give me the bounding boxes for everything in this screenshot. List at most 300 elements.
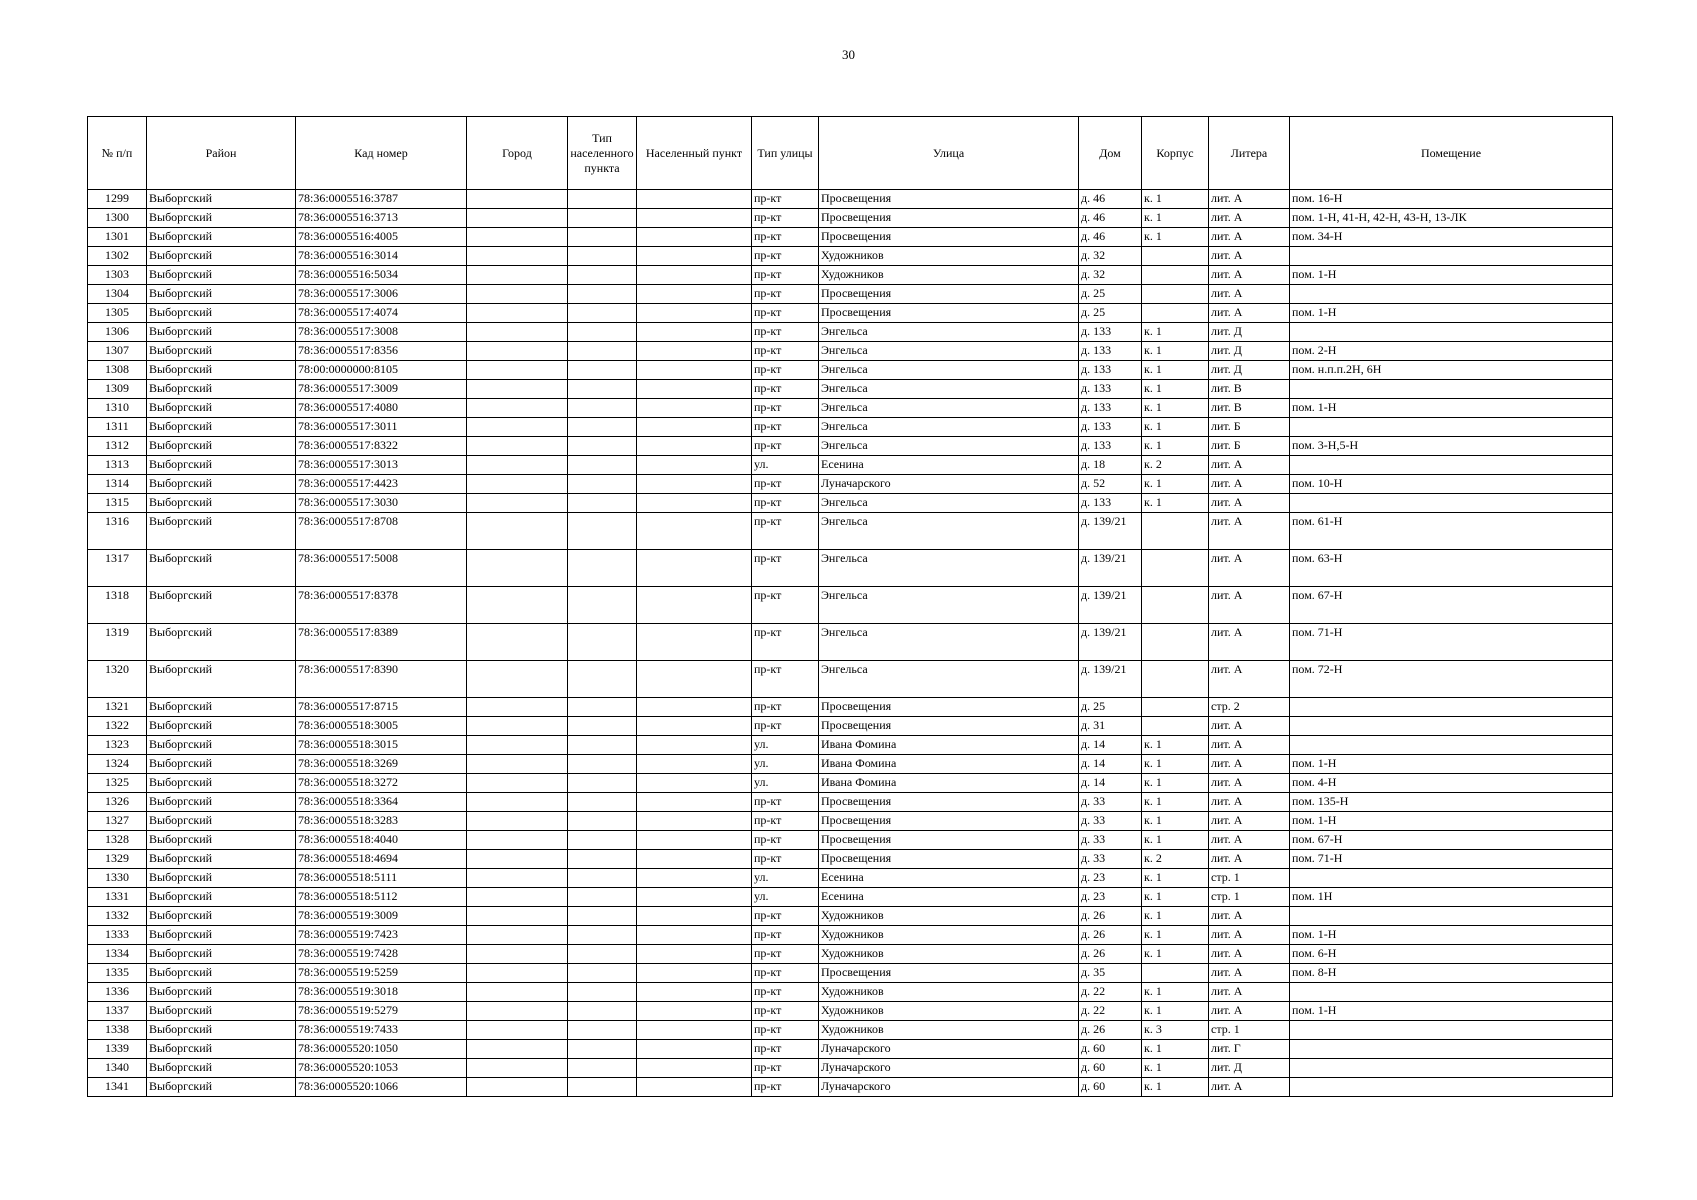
table-row xyxy=(88,513,1613,550)
table-cell xyxy=(467,717,568,736)
table-cell: д. 22 xyxy=(1079,983,1142,1002)
table-cell: д. 60 xyxy=(1079,1040,1142,1059)
table-cell xyxy=(637,342,752,361)
table-cell xyxy=(637,661,752,698)
table-cell: 78:36:0005517:4423 xyxy=(296,475,467,494)
table-cell: пом. 1-Н xyxy=(1290,755,1613,774)
table-cell: 78:36:0005519:7428 xyxy=(296,945,467,964)
table-cell: пр-кт xyxy=(752,266,819,285)
table-cell: Энгельса xyxy=(819,361,1079,380)
table-cell: лит. Д xyxy=(1209,342,1290,361)
table-cell xyxy=(637,247,752,266)
table-cell xyxy=(1290,1040,1613,1059)
table-cell: 78:36:0005517:3011 xyxy=(296,418,467,437)
table-cell: 78:36:0005517:3008 xyxy=(296,323,467,342)
table-cell: к. 1 xyxy=(1142,228,1209,247)
table-cell: д. 133 xyxy=(1079,418,1142,437)
table-cell: к. 1 xyxy=(1142,926,1209,945)
table-cell: 78:36:0005518:5112 xyxy=(296,888,467,907)
table-cell: лит. В xyxy=(1209,380,1290,399)
table-cell: Энгельса xyxy=(819,380,1079,399)
table-cell: Выборгский xyxy=(147,717,296,736)
table-cell: 1309 xyxy=(88,380,147,399)
table-cell: к. 1 xyxy=(1142,190,1209,209)
table-cell: 1322 xyxy=(88,717,147,736)
table-cell: 1302 xyxy=(88,247,147,266)
table-cell: Ивана Фомина xyxy=(819,774,1079,793)
table-cell xyxy=(637,228,752,247)
table-cell: Просвещения xyxy=(819,831,1079,850)
table-cell: Есенина xyxy=(819,456,1079,475)
table-cell xyxy=(637,399,752,418)
table-cell xyxy=(467,888,568,907)
header-cell: Кад номер xyxy=(296,117,467,190)
table-cell xyxy=(637,209,752,228)
table-cell xyxy=(637,926,752,945)
table-row xyxy=(88,550,1613,587)
table-cell xyxy=(568,1021,637,1040)
table-row xyxy=(88,247,1613,266)
table-cell xyxy=(637,1002,752,1021)
table-cell xyxy=(467,587,568,624)
table-cell xyxy=(637,812,752,831)
table-cell: лит. Д xyxy=(1209,361,1290,380)
table-cell xyxy=(1290,717,1613,736)
table-cell xyxy=(1290,494,1613,513)
table-row xyxy=(88,1078,1613,1097)
table-cell: пом. 1-Н xyxy=(1290,1002,1613,1021)
table-cell: лит. Д xyxy=(1209,323,1290,342)
table-row xyxy=(88,494,1613,513)
table-cell xyxy=(1290,323,1613,342)
table-cell xyxy=(1290,1059,1613,1078)
table-cell: Энгельса xyxy=(819,418,1079,437)
table-row xyxy=(88,774,1613,793)
table-row xyxy=(88,304,1613,323)
table-row xyxy=(88,926,1613,945)
table-cell xyxy=(568,1059,637,1078)
header-cell: Помещение xyxy=(1290,117,1613,190)
table-cell: лит. Б xyxy=(1209,418,1290,437)
table-cell: Художников xyxy=(819,907,1079,926)
table-cell: 78:36:0005516:5034 xyxy=(296,266,467,285)
table-cell: Энгельса xyxy=(819,587,1079,624)
table-cell: лит. А xyxy=(1209,717,1290,736)
table-cell xyxy=(637,774,752,793)
table-cell xyxy=(568,774,637,793)
table-cell: пр-кт xyxy=(752,717,819,736)
table-cell: лит. А xyxy=(1209,304,1290,323)
table-cell: 78:36:0005517:8389 xyxy=(296,624,467,661)
table-cell xyxy=(467,945,568,964)
table-cell xyxy=(467,418,568,437)
table-cell: пом. н.п.п.2Н, 6Н xyxy=(1290,361,1613,380)
table-cell xyxy=(637,304,752,323)
table-cell: Выборгский xyxy=(147,550,296,587)
table-cell: ул. xyxy=(752,755,819,774)
table-cell: Выборгский xyxy=(147,190,296,209)
table-cell: Луначарского xyxy=(819,1078,1079,1097)
table-cell: Выборгский xyxy=(147,888,296,907)
table-cell: пом. 10-Н xyxy=(1290,475,1613,494)
table-cell: д. 33 xyxy=(1079,850,1142,869)
table-cell: Выборгский xyxy=(147,869,296,888)
table-cell: 78:36:0005517:8715 xyxy=(296,698,467,717)
table-cell: Энгельса xyxy=(819,323,1079,342)
table-cell: пр-кт xyxy=(752,907,819,926)
table-row xyxy=(88,698,1613,717)
table-cell: д. 133 xyxy=(1079,437,1142,456)
table-cell: Художников xyxy=(819,247,1079,266)
header-cell: Город xyxy=(467,117,568,190)
table-cell: пом. 1-Н xyxy=(1290,304,1613,323)
table-cell xyxy=(1142,587,1209,624)
table-cell: пом. 2-Н xyxy=(1290,342,1613,361)
table-cell: Просвещения xyxy=(819,209,1079,228)
table-cell: 78:36:0005517:4080 xyxy=(296,399,467,418)
table-cell: 78:36:0005519:7423 xyxy=(296,926,467,945)
table-cell: пр-кт xyxy=(752,513,819,550)
header-cell: Тип населенного пункта xyxy=(568,117,637,190)
table-row xyxy=(88,285,1613,304)
table-cell: 78:36:0005518:4694 xyxy=(296,850,467,869)
table-cell: Художников xyxy=(819,926,1079,945)
table-cell xyxy=(637,907,752,926)
table-cell: 78:36:0005518:3283 xyxy=(296,812,467,831)
table-cell: к. 1 xyxy=(1142,774,1209,793)
table-cell xyxy=(1142,550,1209,587)
table-cell: пом. 1-Н, 41-Н, 42-Н, 43-Н, 13-ЛК xyxy=(1290,209,1613,228)
table-cell: лит. А xyxy=(1209,926,1290,945)
table-cell: 1339 xyxy=(88,1040,147,1059)
table-cell: пр-кт xyxy=(752,831,819,850)
table-cell xyxy=(467,1021,568,1040)
table-cell: Выборгский xyxy=(147,983,296,1002)
table-cell: д. 14 xyxy=(1079,774,1142,793)
table-cell: д. 32 xyxy=(1079,247,1142,266)
table-cell xyxy=(637,418,752,437)
table-cell: к. 1 xyxy=(1142,399,1209,418)
table-cell: пр-кт xyxy=(752,926,819,945)
table-cell: Энгельса xyxy=(819,513,1079,550)
table-cell: 1327 xyxy=(88,812,147,831)
table-cell xyxy=(1290,698,1613,717)
table-cell: Просвещения xyxy=(819,793,1079,812)
table-cell xyxy=(467,228,568,247)
table-cell: 1338 xyxy=(88,1021,147,1040)
table-cell: пр-кт xyxy=(752,285,819,304)
table-cell: к. 1 xyxy=(1142,437,1209,456)
table-cell: 78:36:0005517:3009 xyxy=(296,380,467,399)
table-cell xyxy=(1142,513,1209,550)
table-cell xyxy=(467,437,568,456)
table-cell: 78:36:0005517:8708 xyxy=(296,513,467,550)
registry-table xyxy=(87,116,1613,1097)
table-cell: пр-кт xyxy=(752,342,819,361)
table-cell xyxy=(467,1040,568,1059)
table-cell: Выборгский xyxy=(147,361,296,380)
table-cell: лит. А xyxy=(1209,475,1290,494)
table-cell: пр-кт xyxy=(752,1002,819,1021)
table-cell: 1334 xyxy=(88,945,147,964)
table-cell xyxy=(467,793,568,812)
table-cell xyxy=(467,1059,568,1078)
table-cell: Луначарского xyxy=(819,1040,1079,1059)
table-cell: 78:36:0005517:3013 xyxy=(296,456,467,475)
table-cell xyxy=(467,399,568,418)
table-cell: 78:36:0005519:7433 xyxy=(296,1021,467,1040)
table-cell: д. 26 xyxy=(1079,926,1142,945)
table-cell xyxy=(568,247,637,266)
table-row xyxy=(88,1021,1613,1040)
header-cell: Корпус xyxy=(1142,117,1209,190)
table-cell xyxy=(1290,380,1613,399)
table-cell: д. 133 xyxy=(1079,494,1142,513)
table-row xyxy=(88,661,1613,698)
table-cell: д. 46 xyxy=(1079,209,1142,228)
table-cell xyxy=(568,755,637,774)
table-cell: лит. А xyxy=(1209,247,1290,266)
table-cell: Просвещения xyxy=(819,190,1079,209)
table-cell: 1311 xyxy=(88,418,147,437)
table-cell: пр-кт xyxy=(752,437,819,456)
table-cell: лит. А xyxy=(1209,1078,1290,1097)
table-cell: лит. А xyxy=(1209,661,1290,698)
table-cell xyxy=(637,190,752,209)
table-cell: пр-кт xyxy=(752,1021,819,1040)
table-cell: Луначарского xyxy=(819,1059,1079,1078)
table-cell: пом. 61-Н xyxy=(1290,513,1613,550)
table-cell: пр-кт xyxy=(752,190,819,209)
table-cell: лит. А xyxy=(1209,774,1290,793)
table-cell: д. 133 xyxy=(1079,380,1142,399)
table-cell: лит. А xyxy=(1209,587,1290,624)
table-cell: Выборгский xyxy=(147,209,296,228)
table-cell: д. 46 xyxy=(1079,228,1142,247)
table-cell: 78:36:0005516:3014 xyxy=(296,247,467,266)
table-cell: к. 1 xyxy=(1142,1002,1209,1021)
table-cell: пом. 1-Н xyxy=(1290,266,1613,285)
table-cell xyxy=(467,755,568,774)
table-cell xyxy=(568,624,637,661)
table-cell xyxy=(568,888,637,907)
table-cell: 1336 xyxy=(88,983,147,1002)
table-cell: Энгельса xyxy=(819,342,1079,361)
table-cell xyxy=(568,190,637,209)
header-cell: Населенный пункт xyxy=(637,117,752,190)
table-cell: к. 1 xyxy=(1142,755,1209,774)
table-cell xyxy=(568,850,637,869)
table-cell: лит. А xyxy=(1209,228,1290,247)
table-cell xyxy=(637,736,752,755)
table-cell: д. 133 xyxy=(1079,342,1142,361)
table-cell: 78:36:0005516:4005 xyxy=(296,228,467,247)
table-cell: 78:36:0005516:3787 xyxy=(296,190,467,209)
table-cell: 78:36:0005518:3005 xyxy=(296,717,467,736)
table-cell: пр-кт xyxy=(752,698,819,717)
table-cell xyxy=(1142,304,1209,323)
table-cell xyxy=(1142,964,1209,983)
table-cell: 1303 xyxy=(88,266,147,285)
header-cell: Район xyxy=(147,117,296,190)
table-cell xyxy=(1142,717,1209,736)
table-cell: Энгельса xyxy=(819,399,1079,418)
table-cell xyxy=(568,812,637,831)
table-row xyxy=(88,587,1613,624)
table-cell: к. 1 xyxy=(1142,380,1209,399)
table-cell: Выборгский xyxy=(147,793,296,812)
table-cell xyxy=(637,755,752,774)
table-cell: лит. А xyxy=(1209,850,1290,869)
table-cell: д. 25 xyxy=(1079,285,1142,304)
table-cell xyxy=(637,380,752,399)
table-cell xyxy=(467,850,568,869)
table-cell: Есенина xyxy=(819,869,1079,888)
table-cell: к. 1 xyxy=(1142,1059,1209,1078)
table-cell xyxy=(568,513,637,550)
table-cell: 78:36:0005519:3018 xyxy=(296,983,467,1002)
table-cell xyxy=(637,983,752,1002)
table-cell: пом. 1-Н xyxy=(1290,926,1613,945)
table-cell xyxy=(568,456,637,475)
header-cell: Дом xyxy=(1079,117,1142,190)
table-cell xyxy=(1142,624,1209,661)
table-cell xyxy=(467,1078,568,1097)
table-cell: ул. xyxy=(752,456,819,475)
table-cell xyxy=(467,983,568,1002)
table-cell xyxy=(637,1059,752,1078)
table-cell: 1328 xyxy=(88,831,147,850)
table-cell: 78:36:0005517:3030 xyxy=(296,494,467,513)
table-row xyxy=(88,831,1613,850)
table-cell: 1329 xyxy=(88,850,147,869)
table-cell: лит. А xyxy=(1209,755,1290,774)
table-cell: д. 26 xyxy=(1079,907,1142,926)
table-cell xyxy=(467,247,568,266)
table-cell: Выборгский xyxy=(147,755,296,774)
table-cell xyxy=(568,342,637,361)
table-row xyxy=(88,323,1613,342)
table-cell: д. 33 xyxy=(1079,831,1142,850)
table-row xyxy=(88,266,1613,285)
table-cell: 78:36:0005520:1050 xyxy=(296,1040,467,1059)
table-cell: Выборгский xyxy=(147,831,296,850)
header-cell: Тип улицы xyxy=(752,117,819,190)
table-cell: 1300 xyxy=(88,209,147,228)
table-cell: к. 1 xyxy=(1142,323,1209,342)
table-cell xyxy=(568,717,637,736)
table-cell: ул. xyxy=(752,736,819,755)
table-cell: Выборгский xyxy=(147,323,296,342)
table-cell: 78:36:0005517:5008 xyxy=(296,550,467,587)
table-cell: Выборгский xyxy=(147,342,296,361)
table-cell: 78:36:0005518:3269 xyxy=(296,755,467,774)
table-cell: д. 133 xyxy=(1079,361,1142,380)
table-cell xyxy=(467,869,568,888)
table-cell: лит. Б xyxy=(1209,437,1290,456)
table-cell: ул. xyxy=(752,774,819,793)
table-cell: 1307 xyxy=(88,342,147,361)
table-cell: к. 1 xyxy=(1142,831,1209,850)
table-cell: 1330 xyxy=(88,869,147,888)
table-cell: Выборгский xyxy=(147,698,296,717)
table-cell: лит. А xyxy=(1209,945,1290,964)
table-cell xyxy=(568,661,637,698)
table-cell xyxy=(637,1021,752,1040)
table-cell: пр-кт xyxy=(752,850,819,869)
table-cell xyxy=(1142,247,1209,266)
table-cell: Выборгский xyxy=(147,475,296,494)
table-cell xyxy=(1290,285,1613,304)
table-cell: Выборгский xyxy=(147,587,296,624)
table-cell: лит. А xyxy=(1209,736,1290,755)
table-cell xyxy=(467,266,568,285)
table-cell: пом. 1-Н xyxy=(1290,399,1613,418)
table-cell xyxy=(637,945,752,964)
table-cell: пом. 3-Н,5-Н xyxy=(1290,437,1613,456)
table-cell: пр-кт xyxy=(752,209,819,228)
table-cell: к. 1 xyxy=(1142,793,1209,812)
table-cell xyxy=(1142,266,1209,285)
table-cell xyxy=(1290,456,1613,475)
table-cell: Энгельса xyxy=(819,624,1079,661)
table-cell: Выборгский xyxy=(147,926,296,945)
table-cell xyxy=(1290,983,1613,1002)
table-cell: 1332 xyxy=(88,907,147,926)
table-cell: Выборгский xyxy=(147,1040,296,1059)
table-cell xyxy=(637,717,752,736)
table-row xyxy=(88,342,1613,361)
table-cell: д. 139/21 xyxy=(1079,587,1142,624)
table-cell xyxy=(637,1040,752,1059)
table-cell xyxy=(467,831,568,850)
table-cell xyxy=(467,550,568,587)
table-cell: 1325 xyxy=(88,774,147,793)
table-row xyxy=(88,418,1613,437)
table-cell xyxy=(467,964,568,983)
table-cell: к. 1 xyxy=(1142,209,1209,228)
table-cell: пом. 1Н xyxy=(1290,888,1613,907)
table-cell: к. 3 xyxy=(1142,1021,1209,1040)
table-cell: 1321 xyxy=(88,698,147,717)
table-cell: пом. 6-Н xyxy=(1290,945,1613,964)
table-cell: Выборгский xyxy=(147,812,296,831)
table-cell xyxy=(467,661,568,698)
table-cell: лит. А xyxy=(1209,624,1290,661)
table-cell: 1305 xyxy=(88,304,147,323)
table-cell: ул. xyxy=(752,888,819,907)
table-cell: 1310 xyxy=(88,399,147,418)
table-cell: пр-кт xyxy=(752,361,819,380)
table-cell: д. 22 xyxy=(1079,1002,1142,1021)
table-cell: Художников xyxy=(819,1002,1079,1021)
table-cell xyxy=(467,736,568,755)
table-cell xyxy=(568,228,637,247)
table-cell xyxy=(637,624,752,661)
table-cell: д. 35 xyxy=(1079,964,1142,983)
table-cell xyxy=(568,209,637,228)
table-cell: д. 33 xyxy=(1079,812,1142,831)
table-cell: д. 23 xyxy=(1079,888,1142,907)
table-cell: пом. 135-Н xyxy=(1290,793,1613,812)
table-cell: Выборгский xyxy=(147,304,296,323)
table-cell: пр-кт xyxy=(752,475,819,494)
table-cell xyxy=(637,475,752,494)
table-cell: д. 31 xyxy=(1079,717,1142,736)
table-cell: 1304 xyxy=(88,285,147,304)
table-cell: д. 139/21 xyxy=(1079,661,1142,698)
table-cell: д. 25 xyxy=(1079,304,1142,323)
